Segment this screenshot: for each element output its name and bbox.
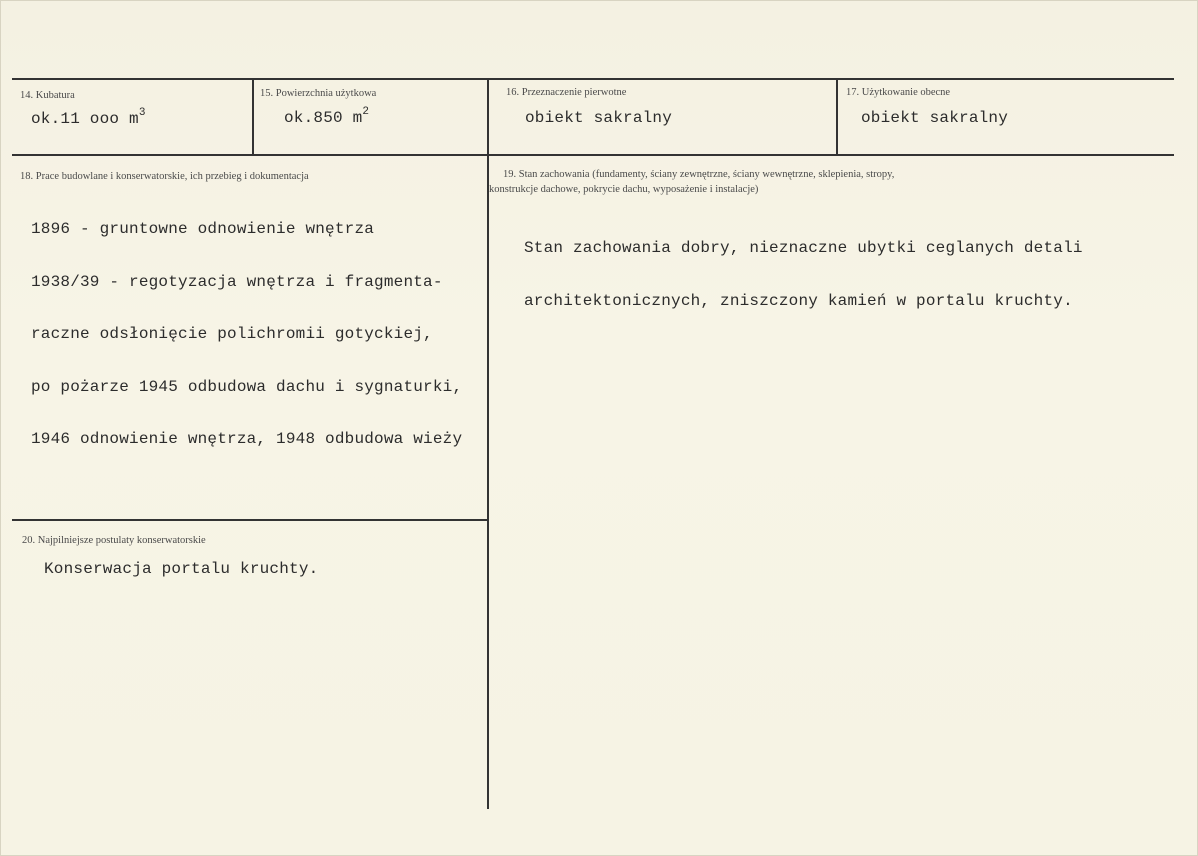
field-18-line: 1946 odnowienie wnętrza, 1948 odbudowa wieży <box>31 430 463 448</box>
divider-15-16 <box>487 79 489 155</box>
field-18-line: 1896 - gruntowne odnowienie wnętrza <box>31 220 375 238</box>
field-20-value: Konserwacja portalu kruchty. <box>44 560 319 578</box>
field-19-label-line1: 19. Stan zachowania (fundamenty, ściany zewnętrzne, ściany wewnętrzne, sklepienia, stropy, <box>503 169 895 180</box>
divider-16-17 <box>836 79 838 155</box>
field-19-label-line2: konstrukcje dachowe, pokrycie dachu, wyposażenie i instalacje) <box>489 184 759 195</box>
field-16-value: obiekt sakralny <box>525 109 673 127</box>
field-15-value: ok.850 $m^2$ <box>284 106 370 127</box>
field-15-label: 15. Powierzchnia użytkowa <box>260 88 377 99</box>
field-18-text <box>31 186 462 484</box>
field-20-label: 20. Najpilniejsze postulaty konserwatorskie <box>22 535 206 546</box>
top-row-bottom-rule <box>12 154 1174 156</box>
field-19-line: architektonicznych, zniszczony kamień w portalu kruchty. <box>524 291 1073 310</box>
divider-14-15 <box>252 79 254 155</box>
field-18-line: 1938/39 - regotyzacja wnętrza i fragmenta- <box>31 272 443 291</box>
field-17-label: 17. Użytkowanie obecne <box>846 87 951 98</box>
section-18-bottom-rule <box>12 519 487 521</box>
field-14-label: 14. Kubatura <box>20 90 75 101</box>
field-18-line: raczne odsłonięcie polichromii gotyckiej, <box>31 325 433 343</box>
field-18-label: 18. Prace budowlane i konserwatorskie, ich przebieg i dokumentacja <box>20 171 309 182</box>
field-14-value: ok.11 ooo $m^3$ <box>31 107 146 128</box>
field-18-line: po pożarze 1945 odbudowa dachu i sygnaturki, <box>31 377 463 396</box>
field-17-value: obiekt sakralny <box>861 109 1009 127</box>
top-row-top-rule <box>12 78 1174 80</box>
field-16-label: 16. Przeznaczenie pierwotne <box>506 87 627 98</box>
field-19-text <box>524 205 1083 345</box>
divider-left-right <box>487 155 489 809</box>
field-19-line: Stan zachowania dobry, nieznaczne ubytki ceglanych detali <box>524 239 1083 257</box>
